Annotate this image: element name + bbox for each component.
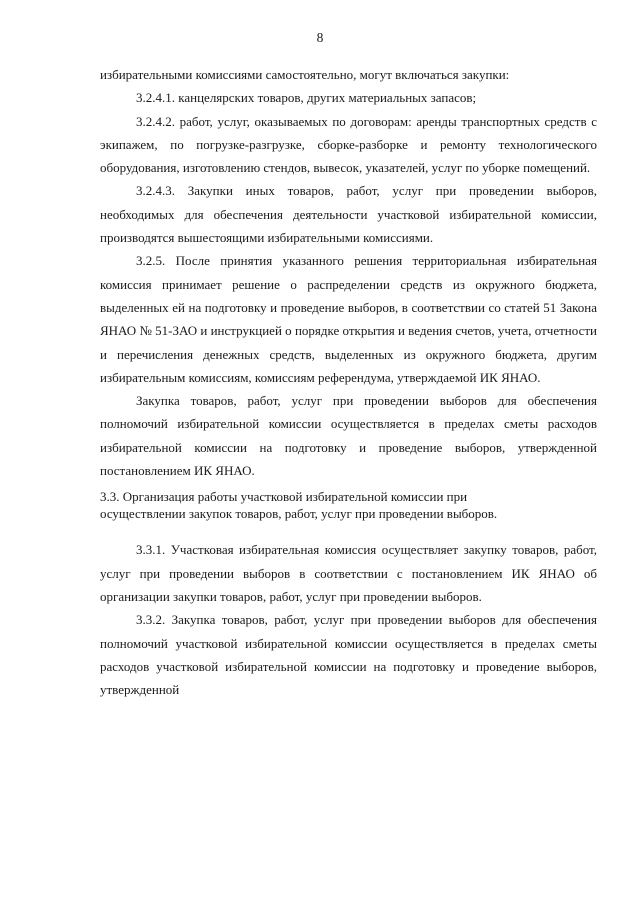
- section-heading-line-2: осуществлении закупок товаров, работ, услуг при проведении выборов.: [100, 506, 498, 522]
- paragraph-3-2-4-1: 3.2.4.1. канцелярских товаров, других материальных запасов;: [136, 90, 477, 106]
- paragraph-continuation: избирательными комиссиями самостоятельно, могут включаться закупки:: [100, 67, 510, 82]
- paragraph-3-2-4-3: 3.2.4.3. Закупки иных товаров, работ, услуг при проведении выборов, необходимых для обеспечения деятельности участковой избирательной комиссии, производятся вышестоящими избирательными комиссиями.: [100, 183, 597, 246]
- page-content: [100, 63, 597, 701]
- section-heading-line-1: 3.3. Организация работы участковой избирательной комиссии при: [100, 489, 468, 505]
- section-heading-3-3: [100, 488, 597, 522]
- page-number: 8: [316, 30, 324, 45]
- paragraph-3-3-2: 3.3.2. Закупка товаров, работ, услуг при проведении выборов для обеспечения полномочий участковой избирательной комиссии осуществляется в пределах сметы расходов участковой избирательной комиссии на подготовку и проведение выборов, утвержденной: [100, 612, 597, 698]
- paragraph-3-2-5: 3.2.5. После принятия указанного решения территориальная избирательная комиссия принимает решение о распределении средств из окружного бюджета, выделенных ей на подготовку и проведение выборов, в соответствии со статей 51 Закона ЯНАО № 51-ЗАО и инструкцией о порядке открытия и ведения счетов, учета, отчетности и перечисления денежных средств, выделенных из окружного бюджета, другим избирательным комиссиям, комиссиям референдума, утверждаемой ИК ЯНАО.: [100, 253, 597, 385]
- paragraph-purchase-procedure: Закупка товаров, работ, услуг при проведении выборов для обеспечения полномочий избирательной комиссии осуществляется в пределах сметы расходов избирательной комиссии на подготовку и проведение выборов, утвержденной постановлением ИК ЯНАО.: [100, 393, 597, 479]
- paragraph-3-3-1: 3.3.1. Участковая избирательная комиссия осуществляет закупку товаров, работ, услуг при проведении выборов в соответствии с постановлением ИК ЯНАО об организации закупки товаров, работ, услуг при проведении выборов.: [100, 542, 597, 604]
- paragraph-3-2-4-2: 3.2.4.2. работ, услуг, оказываемых по договорам: аренды транспортных средств с экипажем, по погрузке-разгрузке, сборке-разборке и ремонту технологического оборудования, изготовлению стендов, вывесок, указателей, услуг по уборке помещений.: [100, 113, 597, 176]
